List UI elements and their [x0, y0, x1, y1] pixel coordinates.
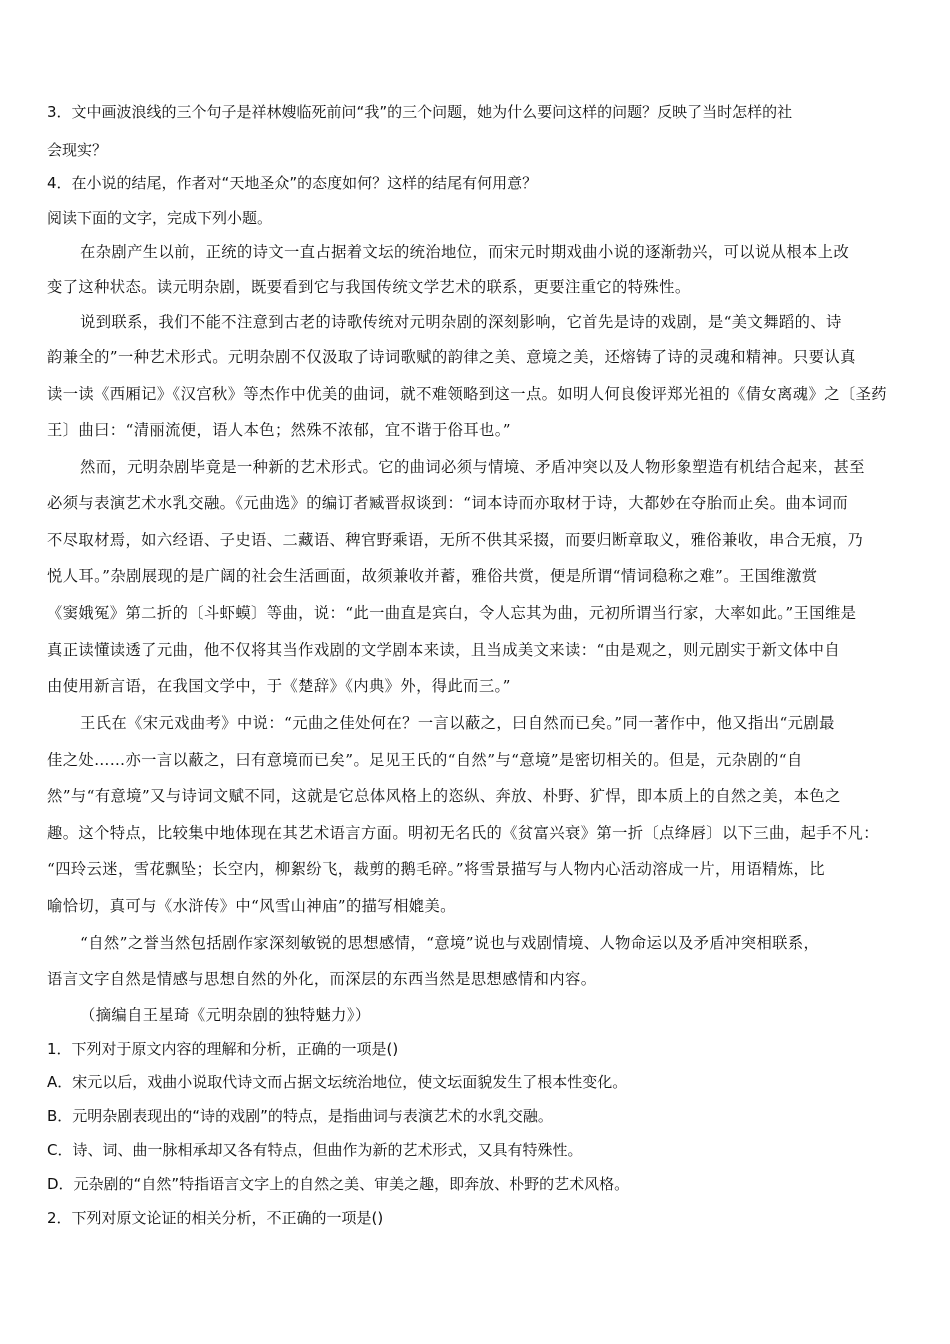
- passage-line: 王〕曲曰：“清丽流便，语人本色；然殊不浓郁，宜不谐于俗耳也。”: [47, 421, 512, 439]
- passage-line: 喻恰切，真可与《水浒传》中“风雪山神庙”的描写相媲美。: [47, 897, 456, 915]
- question-1-option-b: B．元明杂剧表现出的“诗的戏剧”的特点，是指曲词与表演艺术的水乳交融。: [47, 1107, 553, 1125]
- passage-line: 趣。这个特点，比较集中地体现在其艺术语言方面。明初无名氏的《贫富兴衰》第一折〔点绛唇〕以下三曲，起手不凡：: [47, 824, 879, 842]
- passage-line: 必须与表演艺术水乳交融。《元曲选》的编订者臧晋叔谈到：“词本诗而亦取材于诗，大都妙在夺胎而止矣。曲本词而: [47, 494, 849, 512]
- passage-line: 王氏在《宋元戏曲考》中说：“元曲之佳处何在？一言以蔽之，曰自然而已矣。”同一著作中，他又指出“元剧最: [80, 714, 835, 732]
- passage-line: 《窦娥冤》第二折的〔斗虾蟆〕等曲，说：“此一曲直是宾白，令人忘其为曲，元初所谓当行家，大率如此。”王国维是: [47, 604, 857, 622]
- passage-line: 由使用新言语，在我国文学中，于《楚辞》《内典》外，得此而三。”: [47, 677, 511, 695]
- passage-line: “四玲云迷，雪花飘坠；长空内，柳絮纷飞，裁剪的鹅毛碎。”将雪景描写与人物内心活动溶成一片，用语精炼，比: [47, 860, 825, 878]
- passage-line: 读一读《西厢记》《汉宫秋》等杰作中优美的曲词，就不难领略到这一点。如明人何良俊评郑光祖的《倩女离魂》之〔圣药: [47, 385, 887, 403]
- passage-line: 佳之处……亦一言以蔽之，曰有意境而已矣”。足见王氏的“自然”与“意境”是密切相关的。但是，元杂剧的“自: [47, 751, 803, 769]
- question-1-stem: 1．下列对于原文内容的理解和分析，正确的一项是(): [47, 1040, 399, 1058]
- question-2-stem: 2．下列对原文论证的相关分析，不正确的一项是(): [47, 1209, 384, 1227]
- reading-instruction: 阅读下面的文字，完成下列小题。: [47, 209, 273, 227]
- passage-line: 说到联系，我们不能不注意到古老的诗歌传统对元明杂剧的深刻影响，它首先是诗的戏剧，是“美文舞蹈的、诗: [80, 313, 842, 331]
- passage-line: 真正读懂读透了元曲，他不仅将其当作戏剧的文学剧本来读，且当成美文来读：“由是观之，则元剧实于新文体中自: [47, 641, 841, 659]
- passage-line: 不尽取材焉，如六经语、子史语、二藏语、稗官野乘语，无所不供其采掇，而要归断章取义，雅俗兼收，串合无痕，乃: [47, 531, 864, 549]
- question-3-line-2: 会现实？: [47, 141, 108, 159]
- passage-line: 在杂剧产生以前，正统的诗文一直占据着文坛的统治地位，而宋元时期戏曲小说的逐渐勃兴，可以说从根本上改: [80, 243, 850, 261]
- passage-line: 变了这种状态。读元明杂剧，既要看到它与我国传统文学艺术的联系，更要注重它的特殊性。: [47, 278, 691, 296]
- question-1-option-c: C．诗、词、曲一脉相承却又各有特点，但曲作为新的艺术形式，又具有特殊性。: [47, 1141, 583, 1159]
- passage-line: 语言文字自然是情感与思想自然的外化，而深层的东西当然是思想感情和内容。: [47, 970, 597, 988]
- passage-line: 韵兼全的”一种艺术形式。元明杂剧不仅汲取了诗词歌赋的韵律之美、意境之美，还熔铸了诗的灵魂和精神。只要认真: [47, 348, 856, 366]
- question-3-line-1: 3．文中画波浪线的三个句子是祥林嫂临死前问“我”的三个问题，她为什么要问这样的问题？反映了当时怎样的社: [47, 103, 793, 121]
- question-1-option-a: A．宋元以后，戏曲小说取代诗文而占据文坛统治地位，使文坛面貌发生了根本性变化。: [47, 1073, 628, 1091]
- passage-line: 然而，元明杂剧毕竟是一种新的艺术形式。它的曲词必须与情境、矛盾冲突以及人物形象塑造有机结合起来，甚至: [80, 458, 865, 476]
- question-4: 4．在小说的结尾，作者对“天地圣众”的态度如何？这样的结尾有何用意？: [47, 174, 538, 192]
- passage-line: 然”与“有意境”又与诗词文赋不同，这就是它总体风格上的恣纵、奔放、朴野、犷悍，即本质上的自然之美，本色之: [47, 787, 841, 805]
- passage-line: 悦人耳。”杂剧展现的是广阔的社会生活画面，故须兼收并蓄，雅俗共赏，便是所谓“情词稳称之难”。王国维激赏: [47, 567, 818, 585]
- passage-source: （摘编自王星琦《元明杂剧的独特魅力》）: [80, 1006, 371, 1024]
- passage-line: “自然”之誉当然包括剧作家深刻敏锐的思想感情，“意境”说也与戏剧情境、人物命运以及矛盾冲突相联系，: [80, 934, 820, 952]
- question-1-option-d: D．元杂剧的“自然”特指语言文字上的自然之美、审美之趣，即奔放、朴野的艺术风格。: [47, 1175, 630, 1193]
